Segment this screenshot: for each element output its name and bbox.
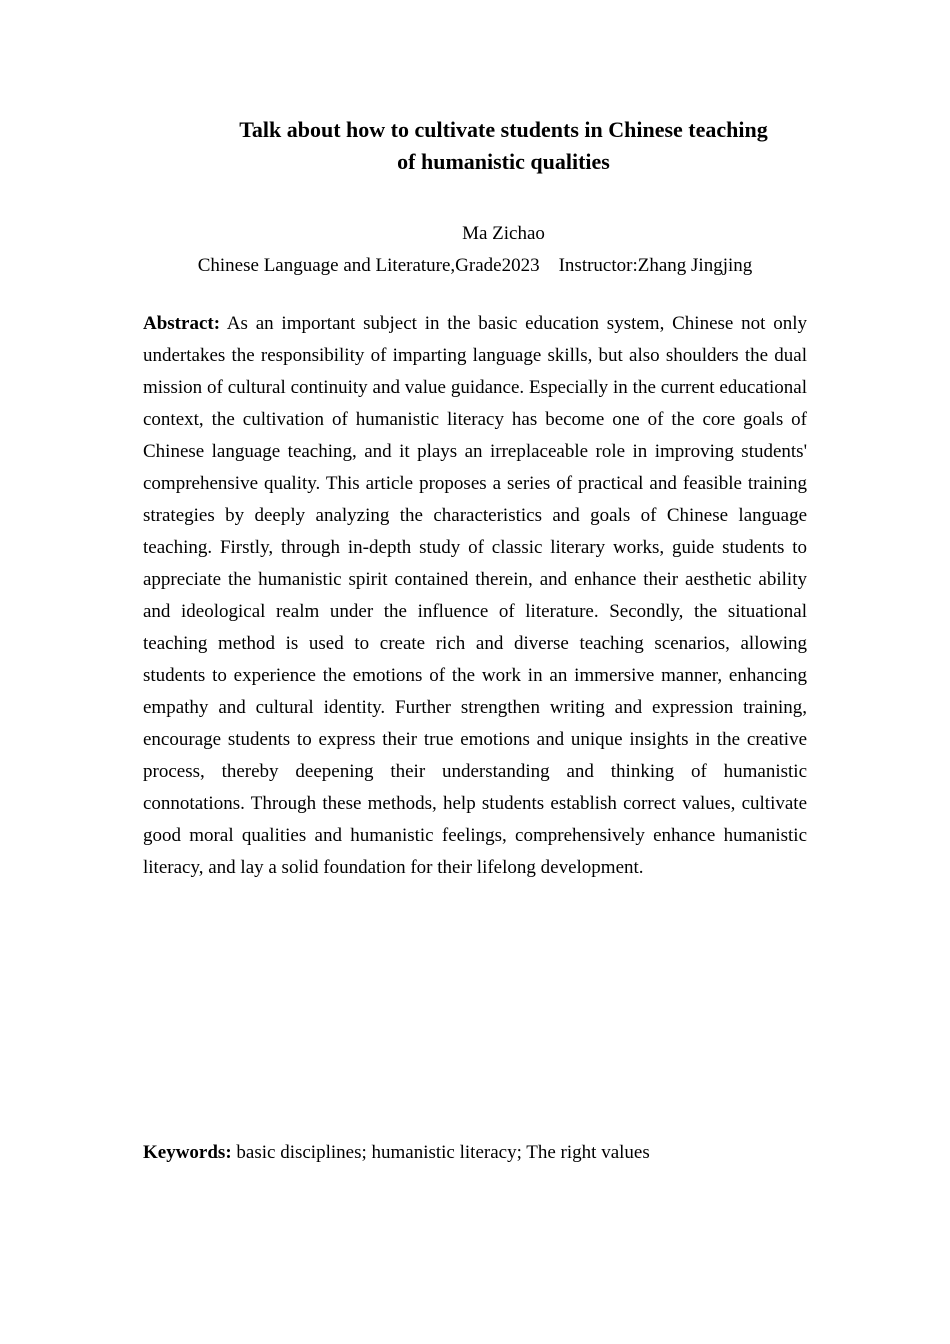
keywords-paragraph bbox=[143, 1137, 807, 1169]
paper-title-line-1: Talk about how to cultivate students in Chinese teaching bbox=[239, 117, 768, 142]
abstract-text: As an important subject in the basic education system, Chinese not only undertakes the responsibility of imparting language skills, but also shoulders the dual mission of cultural continuity and value guidance. Especially in the current educational context, the cultivation of humanistic literacy has become one of the core goals of Chinese language teaching, and it plays an irreplaceable role in improving students' comprehensive quality. This article proposes a series of practical and feasible training strategies by deeply analyzing the characteristics and goals of Chinese language teaching. Firstly, through in-depth study of classic literary works, guide students to appreciate the humanistic spirit contained therein, and enhance their aesthetic ability and ideological realm under the influence of literature. Secondly, the situational teaching method is used to create rich and diverse teaching scenarios, allowing students to experience the emotions of the work in an immersive manner, enhancing empathy and cultural identity. Further strengthen writing and expression training, encourage students to express their true emotions and unique insights in the creative process, thereby deepening their understanding and thinking of humanistic connotations. Through these methods, help students establish correct values, cultivate good moral qualities and humanistic feelings, comprehensively enhance humanistic literacy, and lay a solid foundation for their lifelong development. bbox=[143, 313, 807, 878]
byline: Chinese Language and Literature,Grade2023 Instructor:Zhang Jingjing bbox=[197, 255, 753, 276]
keywords-text: basic disciplines; humanistic literacy; The right values bbox=[236, 1142, 650, 1163]
keywords-label: Keywords: bbox=[143, 1142, 232, 1163]
paper-title-line-2: of humanistic qualities bbox=[397, 149, 610, 174]
abstract-paragraph bbox=[143, 308, 807, 884]
author-name: Ma Zichao bbox=[462, 223, 545, 244]
paper-title bbox=[143, 114, 807, 178]
abstract-label: Abstract: bbox=[143, 313, 221, 334]
